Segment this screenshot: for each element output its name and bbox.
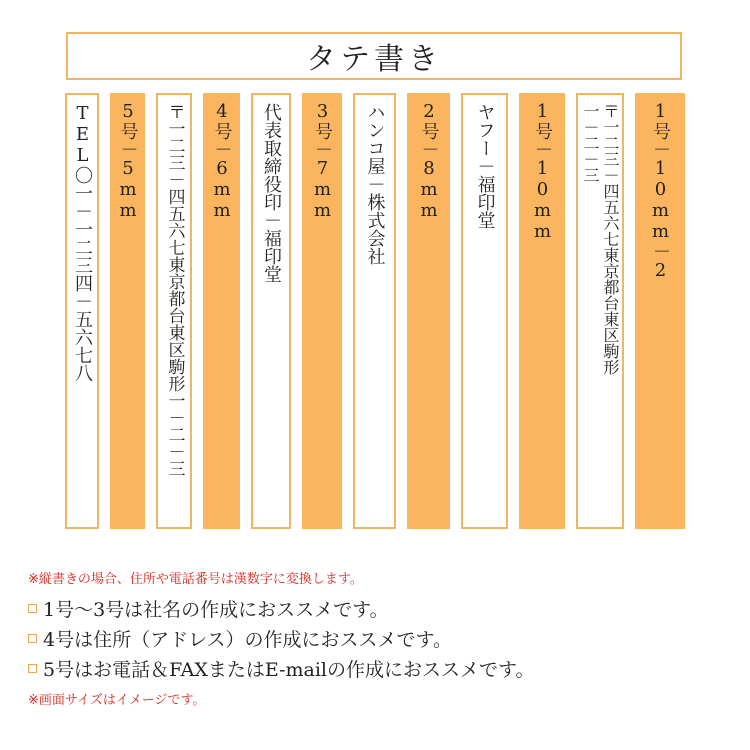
column-size-5 xyxy=(110,93,145,529)
column-company xyxy=(353,93,396,529)
column-text: 4号－6mm xyxy=(211,101,233,221)
title-box xyxy=(66,32,682,80)
note-text: 1号～3号は社名の作成におススメです。 xyxy=(43,598,389,621)
column-address-2 xyxy=(576,93,624,529)
column-text: 2号－8mm xyxy=(418,101,440,221)
square-bullet-icon xyxy=(28,634,37,643)
column-text: 1号－10mm－2 xyxy=(650,101,671,281)
column-size-4 xyxy=(203,93,240,529)
note-warning-top: ※縦書きの場合、住所や電話番号は漢数字に変換します。 xyxy=(28,572,363,587)
column-text: 代表取締役印－福印堂 xyxy=(261,103,282,283)
column-title-role xyxy=(251,93,291,529)
column-size-2 xyxy=(407,93,450,529)
column-text: ハンコ屋－株式会社 xyxy=(364,103,386,265)
column-text: TEL〇一－一二三四－五六七八 xyxy=(72,103,93,382)
column-text: 〒一二三－四五六七東京都台東区駒形一－二－三 xyxy=(164,103,185,477)
square-bullet-icon xyxy=(28,604,37,613)
column-address-1 xyxy=(156,93,192,529)
column-size-1 xyxy=(519,93,565,529)
note-text: 5号はお電話＆FAXまたはE-mailの作成におススメです。 xyxy=(43,658,535,681)
column-text: ヤフー－福印堂 xyxy=(474,103,496,229)
column-tel xyxy=(65,93,99,529)
column-text: 3号－7mm xyxy=(312,101,333,221)
column-shop xyxy=(461,93,508,529)
column-text: 5号－5mm xyxy=(117,101,139,221)
notes xyxy=(28,568,728,714)
note-warning-bottom: ※画面サイズはイメージです。 xyxy=(28,693,206,708)
column-text: 〒一二三－四五六七東京都台東区駒形一－二－三 xyxy=(581,103,620,375)
square-bullet-icon xyxy=(28,664,37,673)
column-size-3 xyxy=(302,93,342,529)
column-text: 1号－10mm xyxy=(532,101,553,242)
note-item xyxy=(28,593,728,623)
note-item xyxy=(28,623,728,653)
note-item xyxy=(28,653,728,683)
column-size-1-2 xyxy=(635,93,685,529)
page-title: タテ書き xyxy=(306,42,442,77)
note-text: 4号は住所（アドレス）の作成におススメです。 xyxy=(43,628,452,651)
